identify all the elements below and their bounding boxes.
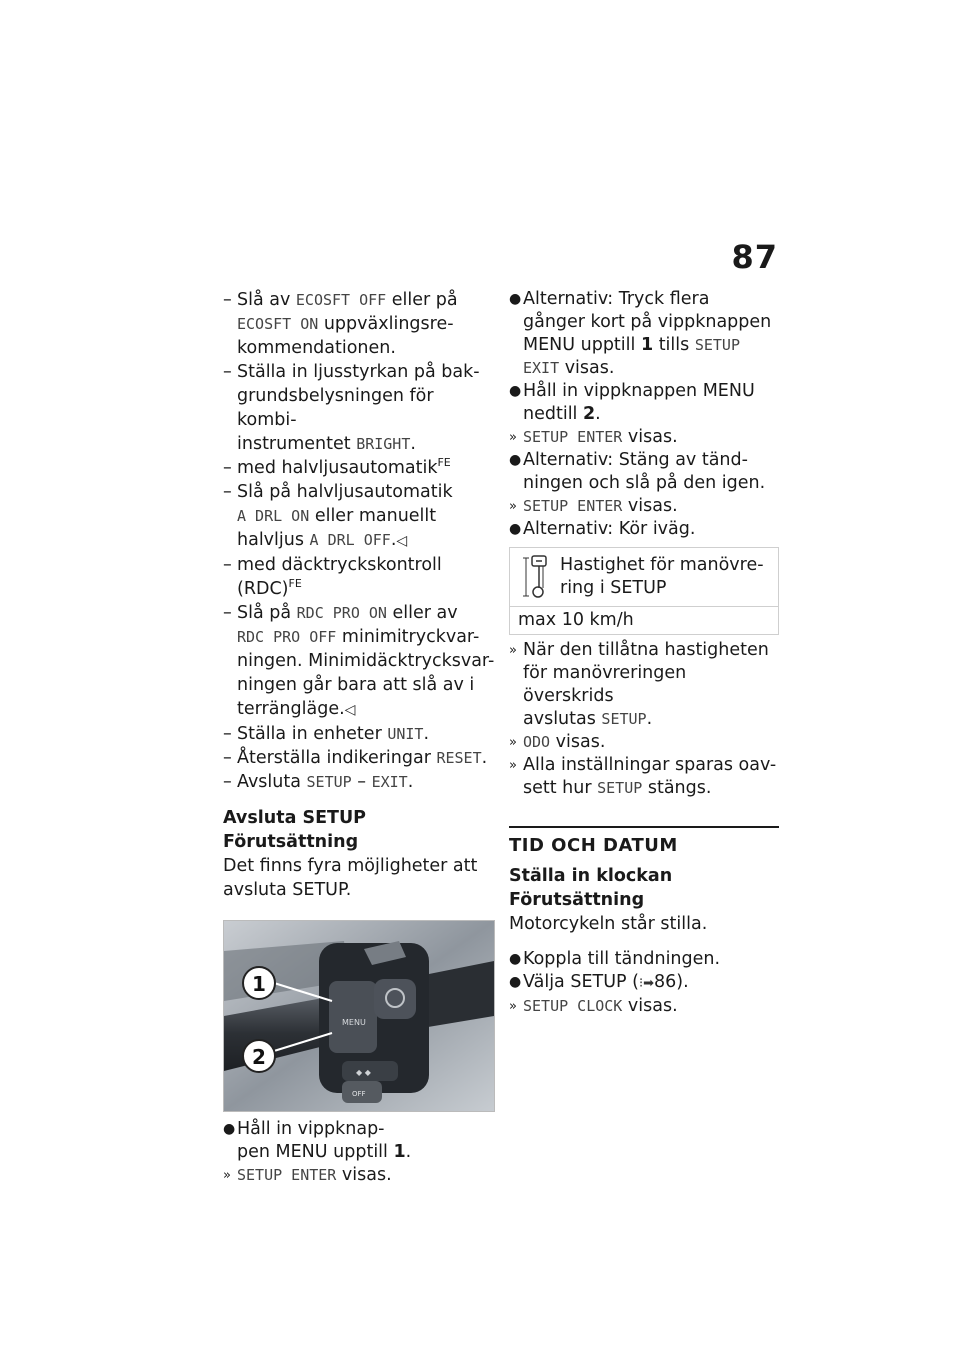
- handlebar-switch-photo: [223, 920, 495, 1112]
- left-column: [223, 288, 495, 1187]
- speedometer-icon: [516, 552, 560, 602]
- settings-list-line: (RDC)$^{FE}$: [237, 577, 302, 599]
- result-setup-clock: » SETUP CLOCK visas.: [509, 996, 678, 1016]
- result-setup-enter: » SETUP ENTER visas.: [223, 1165, 392, 1185]
- settings-list: [223, 288, 495, 794]
- body-text: Det finns fyra möjligheter att avsluta SETUP.: [223, 856, 478, 900]
- settings-list-line: grundsbelysningen för kombi-: [237, 386, 434, 430]
- settings-list-line: – Slå av ECOSFT OFF eller på: [223, 290, 458, 310]
- settings-list-line: – Avsluta SETUP – EXIT.: [223, 772, 414, 792]
- settings-list-line: – Ställa in enheter UNIT.: [223, 724, 430, 744]
- step-ignition-on: ● Koppla till tändningen.: [509, 949, 721, 969]
- step-hold-menu-down: ● Håll in vippknappen MENU nedtill 2.: [509, 381, 755, 424]
- settings-list-line: – med däcktryckskontroll: [223, 555, 442, 575]
- settings-list-line: RDC PRO OFF minimitryckvar-: [237, 627, 480, 647]
- result-speed-exceeded: » När den tillåtna hastigheten för manövreringen överskrids avslutas SETUP.: [509, 640, 769, 729]
- section-title-exit-setup: Avsluta SETUP: [223, 808, 366, 828]
- body-text-2: Motorcykeln står stilla.: [509, 914, 708, 934]
- settings-list-line: ningen går bara att slå av i: [237, 675, 475, 695]
- callout-1: 1: [252, 972, 266, 996]
- settings-list-line: ECOSFT ON uppväxlingsre-: [237, 314, 454, 334]
- settings-list-line: halvljus A DRL OFF.◁: [237, 530, 408, 550]
- step-alt-drive-off: ● Alternativ: Kör iväg.: [509, 519, 696, 539]
- settings-list-line: kommendationen.: [237, 338, 396, 358]
- settings-list-line: – Slå på halvljusautomatik: [223, 482, 453, 502]
- step-select-setup: ● Välja SETUP (⁝➡86).: [509, 971, 779, 995]
- prerequisite-heading-2: Förutsättning: [509, 890, 645, 910]
- settings-list-line: – Ställa in ljusstyrkan på bak-: [223, 362, 480, 382]
- result-setup-enter-3: » SETUP ENTER visas.: [509, 496, 678, 516]
- step-alt-tap-menu: ● Alternativ: Tryck flera gånger kort på vippknappen MENU upptill 1 tills SETUP EXIT visas.: [509, 289, 772, 378]
- off-button-label: OFF: [352, 1090, 366, 1098]
- settings-list-line: ningen. Minimidäcktrycksvar-: [237, 651, 495, 671]
- result-setup-enter-2: » SETUP ENTER visas.: [509, 427, 678, 447]
- step-alt-ignition: ● Alternativ: Stäng av tänd- ningen och slå på den igen.: [509, 450, 766, 493]
- step-hold-menu-up: ● Håll in vippknap- pen MENU upptill 1.: [223, 1119, 412, 1162]
- page-number: 87: [731, 238, 778, 276]
- spec-title: Hastighet för manövre-: [560, 555, 764, 575]
- spec-value: max 10 km/h: [510, 606, 778, 634]
- menu-button-label: MENU: [342, 1018, 366, 1027]
- section-rule: [509, 826, 779, 828]
- speed-spec-box: Hastighet för manövre- ring i SETUP max 10 km/h: [509, 547, 779, 635]
- result-odo: » ODO visas.: [509, 732, 606, 752]
- section-title-time-date: TID OCH DATUM: [509, 835, 678, 856]
- settings-list-line: instrumentet BRIGHT.: [237, 434, 416, 454]
- result-settings-saved: » Alla inställningar sparas oav- sett hur SETUP stängs.: [509, 755, 777, 798]
- settings-list-line: A DRL ON eller manuellt: [237, 506, 437, 526]
- subsection-title-clock: Ställa in klockan: [509, 866, 673, 886]
- settings-list-line: – Slå på RDC PRO ON eller av: [223, 603, 458, 623]
- settings-list-line: – Återställa indikeringar RESET.: [223, 748, 488, 768]
- prerequisite-heading: Förutsättning: [223, 832, 359, 852]
- callout-2: 2: [252, 1045, 266, 1069]
- page-reference-icon: ⁝➡: [638, 976, 654, 991]
- settings-list-line: terrängläge.◁: [237, 699, 356, 719]
- svg-text:◆ ◆: ◆ ◆: [356, 1068, 371, 1077]
- settings-list-line: – med halvljusautomatik$^{FE}$: [223, 456, 451, 478]
- right-column: [509, 288, 779, 1018]
- page-reference-link[interactable]: 86: [654, 972, 677, 992]
